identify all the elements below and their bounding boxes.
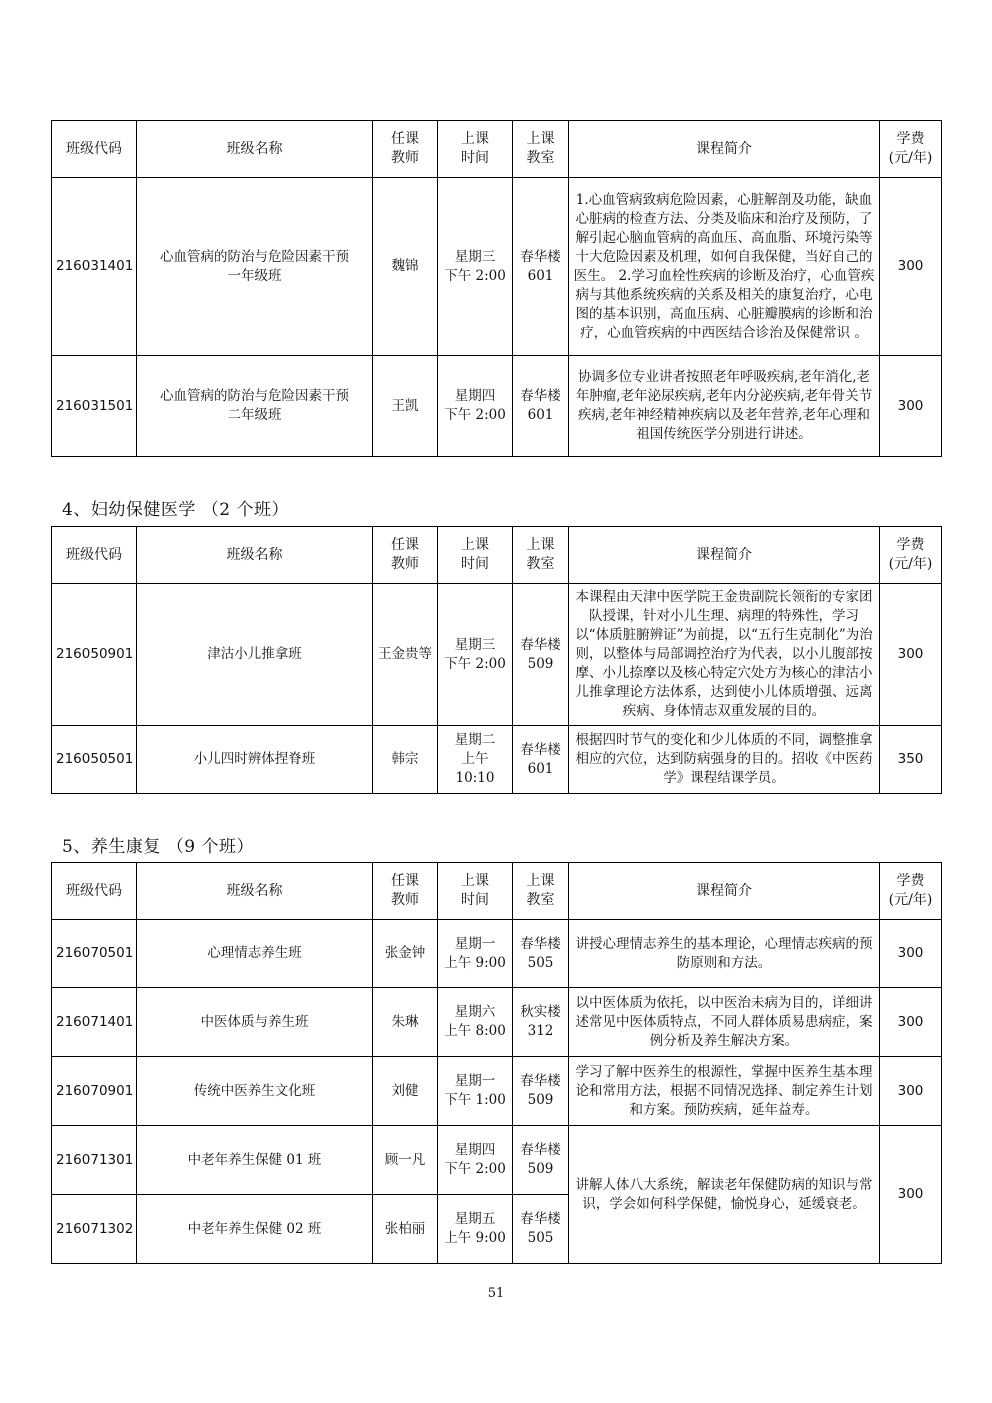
course-table-health-rehab — [51, 862, 942, 1264]
class-code: 216070901 — [52, 1057, 137, 1126]
class-name: 中老年养生保健 01 班 — [137, 1126, 373, 1195]
table-row — [52, 920, 942, 988]
header-class-code: 班级代码 — [52, 527, 137, 584]
table-row — [52, 584, 942, 726]
teacher: 朱琳 — [373, 988, 438, 1057]
class-code: 216071302 — [52, 1195, 137, 1264]
class-time: 星期三 下午 2:00 — [438, 584, 513, 726]
classroom: 春华楼 601 — [513, 726, 569, 794]
page-number: 51 — [487, 1286, 505, 1301]
table-header-row — [52, 121, 942, 178]
header-class-name: 班级名称 — [137, 527, 373, 584]
class-name: 传统中医养生文化班 — [137, 1057, 373, 1126]
class-code: 216050901 — [52, 584, 137, 726]
table-row — [52, 1057, 942, 1126]
table-row — [52, 988, 942, 1057]
teacher: 王凯 — [373, 356, 438, 457]
class-name: 津沽小儿推拿班 — [137, 584, 373, 726]
table-row — [52, 1126, 942, 1195]
class-code: 216031401 — [52, 178, 137, 356]
header-description: 课程简介 — [569, 863, 880, 920]
header-fee: 学费 (元/年) — [880, 121, 942, 178]
header-time: 上课 时间 — [438, 121, 513, 178]
header-teacher: 任课 教师 — [373, 527, 438, 584]
tuition-fee: 300 — [880, 584, 942, 726]
class-time: 星期四 下午 2:00 — [438, 1126, 513, 1195]
course-description: 学习了解中医养生的根源性，掌握中医养生基本理论和常用方法，根据不同情况选择、制定养生计划和方案。预防疾病，延年益寿。 — [569, 1057, 880, 1126]
class-name: 心血管病的防治与危险因素干预 二年级班 — [137, 356, 373, 457]
header-teacher: 任课 教师 — [373, 121, 438, 178]
class-code: 216031501 — [52, 356, 137, 457]
table-header-row — [52, 527, 942, 584]
course-table-cardiology — [51, 120, 942, 457]
tuition-fee: 300 — [880, 1057, 942, 1126]
class-name: 小儿四时辨体捏脊班 — [137, 726, 373, 794]
tuition-fee: 300 — [880, 920, 942, 988]
header-class-name: 班级名称 — [137, 121, 373, 178]
tuition-fee: 300 — [880, 356, 942, 457]
class-time: 星期三 下午 2:00 — [438, 178, 513, 356]
tuition-fee: 300 — [880, 1126, 942, 1264]
course-description: 根据四时节气的变化和少儿体质的不同，调整推拿相应的穴位，达到防病强身的目的。招收《中医药学》课程结课学员。 — [569, 726, 880, 794]
course-description: 讲解人体八大系统，解读老年保健防病的知识与常识，学会如何科学保健，愉悦身心，延缓衰老。 — [569, 1126, 880, 1264]
tuition-fee: 300 — [880, 178, 942, 356]
course-description: 1.心血管病致病危险因素，心脏解剖及功能，缺血心脏病的检查方法、分类及临床和治疗及预防，了解引起心脑血管病的高血压、高血脂、环境污染等十大危险因素及机理，如何自我保健，当好自己的医生。 2.学习血栓性疾病的诊断及治疗，心血管疾病与其他系统疾病的关系及相关的康复治疗，心电图的基本识别，高血压病、心脏瓣膜病的诊断和治疗，心血管疾病的中西医结合诊治及保健常识 。 — [569, 178, 880, 356]
class-time: 星期五 上午 9:00 — [438, 1195, 513, 1264]
class-time: 星期六 上午 8:00 — [438, 988, 513, 1057]
header-time: 上课 时间 — [438, 527, 513, 584]
course-description: 讲授心理情志养生的基本理论，心理情志疾病的预防原则和方法。 — [569, 920, 880, 988]
header-teacher: 任课 教师 — [373, 863, 438, 920]
course-description: 本课程由天津中医学院王金贵副院长领衔的专家团队授课，针对小儿生理、病理的特殊性，学习以“体质脏腑辨证”为前提，以“五行生克制化”为治则，以整体与局部调控治疗为代表，以小儿腹部按摩、小儿捺摩以及核心特定穴处方为核心的津沽小儿推拿理论方法体系，达到使小儿体质增强、远离疾病、身体情志双重发展的目的。 — [569, 584, 880, 726]
teacher: 魏锦 — [373, 178, 438, 356]
header-room: 上课 教室 — [513, 863, 569, 920]
class-code: 216050501 — [52, 726, 137, 794]
teacher: 王金贵等 — [373, 584, 438, 726]
teacher: 张柏丽 — [373, 1195, 438, 1264]
classroom: 春华楼 509 — [513, 584, 569, 726]
teacher: 韩宗 — [373, 726, 438, 794]
class-time: 星期四 下午 2:00 — [438, 356, 513, 457]
header-class-name: 班级名称 — [137, 863, 373, 920]
tuition-fee: 300 — [880, 988, 942, 1057]
classroom: 秋实楼 312 — [513, 988, 569, 1057]
header-time: 上课 时间 — [438, 863, 513, 920]
tuition-fee: 350 — [880, 726, 942, 794]
course-description: 以中医体质为依托，以中医治未病为目的，详细讲述常见中医体质特点，不同人群体质易患病症，案例分析及养生解决方案。 — [569, 988, 880, 1057]
header-description: 课程简介 — [569, 527, 880, 584]
class-name: 中老年养生保健 02 班 — [137, 1195, 373, 1264]
class-name: 中医体质与养生班 — [137, 988, 373, 1057]
header-description: 课程简介 — [569, 121, 880, 178]
class-name: 心理情志养生班 — [137, 920, 373, 988]
table-row — [52, 726, 942, 794]
section-title-maternal-child: 4、妇幼保健医学 （2 个班） — [62, 500, 289, 520]
teacher: 张金钟 — [373, 920, 438, 988]
table-header-row — [52, 863, 942, 920]
class-time: 星期一 上午 9:00 — [438, 920, 513, 988]
table-row — [52, 356, 942, 457]
class-code: 216071401 — [52, 988, 137, 1057]
class-name: 心血管病的防治与危险因素干预 一年级班 — [137, 178, 373, 356]
header-class-code: 班级代码 — [52, 863, 137, 920]
classroom: 春华楼 601 — [513, 356, 569, 457]
classroom: 春华楼 505 — [513, 1195, 569, 1264]
class-time: 星期一 下午 1:00 — [438, 1057, 513, 1126]
course-description: 协调多位专业讲者按照老年呼吸疾病,老年消化,老年肿瘤,老年泌尿疾病,老年内分泌疾病,老年骨关节疾病,老年神经精神疾病以及老年营养,老年心理和祖国传统医学分别进行讲述。 — [569, 356, 880, 457]
header-class-code: 班级代码 — [52, 121, 137, 178]
header-fee: 学费 (元/年) — [880, 863, 942, 920]
classroom: 春华楼 505 — [513, 920, 569, 988]
teacher: 顾一凡 — [373, 1126, 438, 1195]
class-code: 216071301 — [52, 1126, 137, 1195]
classroom: 春华楼 509 — [513, 1057, 569, 1126]
header-room: 上课 教室 — [513, 121, 569, 178]
classroom: 春华楼 601 — [513, 178, 569, 356]
header-room: 上课 教室 — [513, 527, 569, 584]
course-table-maternal-child — [51, 526, 942, 794]
classroom: 春华楼 509 — [513, 1126, 569, 1195]
section-title-health-rehab: 5、养生康复 （9 个班） — [62, 837, 254, 857]
class-time: 星期二 上午 10:10 — [438, 726, 513, 794]
table-row — [52, 178, 942, 356]
teacher: 刘健 — [373, 1057, 438, 1126]
header-fee: 学费 (元/年) — [880, 527, 942, 584]
class-code: 216070501 — [52, 920, 137, 988]
